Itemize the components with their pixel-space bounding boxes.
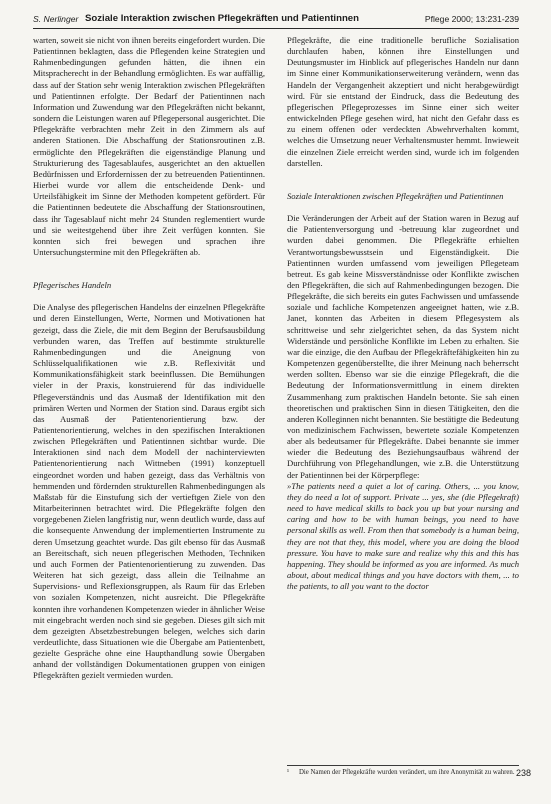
header-journal-citation: Pflege 2000; 13:231-239 <box>424 14 519 24</box>
footnote-number: ¹ <box>287 769 290 776</box>
footnote <box>287 765 519 777</box>
body-paragraph: Pflegekräfte, die eine traditionelle berufliche Sozialisation durchlaufen haben, können ihre Einstellungen und Deutungsmuster im Hinblick auf pflegerisches Handeln nur dann im Sinne einer Kommunikationserweiterung verändern, wenn das Handeln der Vergangenheit akzeptiert und nicht herabgewürdigt wird. Für sie entstand der Eindruck, dass die Bedeutung des pflegerischen Pflegeprozesses im Sinne einer sich weiter entwickelnden Pflege gesehen wird, hat nicht den Gefahr dass es zu einem offenen oder verdeckten Abwehrverhalten kommt, welches die Umsetzung neuer Verhaltensmuster hemmt. Inwieweit die einzelnen Ziele erreicht werden sind, wurde ich im folgenden darstellen. <box>287 35 519 168</box>
body-paragraph: warten, soweit sie nicht von ihnen bereits eingefordert wurden. Die Patientinnen beklagten, dass die Pflegenden keine Strategien und Rahmenbedingungen gefunden hätten, die ihnen ein Mitspracherecht in der Behandlung ermöglichten. Es war auffällig, dass auf der Station sehr wenig Interaktion zwischen Pflegekräften und Patientinnen erfolgte. Der Bedarf der Patientinnen nach Information und Zuwendung war den Pflegekräften nicht bekannt, sondern die Leistungen waren auf Pflegepersonal ausgerichtet. Die Pflegekräfte verbrachten mehr Zeit in den Zimmern als auf anderen Stationen. Die Abschaffung der Stationsroutinen z.B. ermöglichte den Pflegekräften die eigenständige Planung und Strukturierung des Tagesablaufes, ausgerichtet an den aktuellen Bedürfnissen und Erfordernissen der zu betreuenden Patientinnen. Hierbei wurde vor allem die entscheidende Denk- und Urteilsfähigkeit im Sinne der Methoden kompetent gefördert. Für die Patientinnen bedeutete die Abschaffung der Stationsroutinen, dass ihr Tagesablauf nicht mehr 24 Stunden reglementiert wurde und sie weitestgehend über ihre Zeit verfügen konnten. Sie konnten sich frei bewegen und sprachen ihre Untersuchungstermine mit den Pflegekräften ab. <box>33 35 265 257</box>
page-number: 238 <box>515 768 531 778</box>
header-article-title: Soziale Interaktion zwischen Pflegekräften und Patientinnen <box>85 13 360 24</box>
running-header <box>33 10 519 29</box>
right-text-column <box>287 35 519 592</box>
section-heading: Pflegerisches Handeln <box>33 280 112 291</box>
header-author: S. Nerlinger <box>33 14 79 24</box>
body-paragraph: Die Veränderungen der Arbeit auf der Station waren in Bezug auf die Patientenversorgung und -betreuung klar zugeordnet und wurden dabei genommen. Die Pflegekräfte erhielten Verantwortungsbewusstsein und Eigenständigkeit. Die Patientinnen wurden umfassend vom jeweiligen Pflegeteam betreut. Es gab keine Missverständnisse oder Konflikte zwischen den Pflegekräften, die sich auf Rahmenbedingungen bezogen. Die Pflegekräfte, die sich bereits ein gutes Fachwissen und umfassende soziale und fachliche Kompetenzen angeeignet hatten, wie z.B. Janet, konnten das Arbeiten in diesem Pflegesystem als schrittweise und sehr zielgerichtet sehen, da das System nicht Widerstände und persönliche Konflikte im Leben zu erhalten. Sie war die einzige, die den Aufbau der Pflegekräftefähigkeiten hin zu Kompetenzen gegenüberstellte, die ihrer Meinung nach beherrscht werden sollten. Ebenso war sie die einzige Pflegekraft, die die Bedeutung der Informationsvermittlung in einem direkten Zusammenhang zum praktischen Handeln betonte. Sie sah einen theoretischen und praktischen Sinn in diesen Tätigkeiten, den die anderen Kolleginnen nicht benannten. Sie bestätigte die Bedeutung von medizinischem Fachwissen, bewertete soziale Kompetenzen aber als bedeutsamer für Pflegekräfte. Dabei benannte sie immer wieder die Bedeutung des Beziehungsaufbaus während der Durchführung von Pflegehandlungen, wie z.B. die Unterstützung der Patientinnen bei der Körperpflege: <box>287 213 519 480</box>
left-text-column <box>33 35 265 682</box>
footnote-text: Die Namen der Pflegekräfte wurden verändert, um ihre Anonymität zu wahren. <box>299 769 515 776</box>
interview-quote: »The patients need a quiet a lot of caring. Others, ... you know, they do need a lot of support. Private ... yes, she (die Pflegekraft) need to have medical skills to back you up but your nursing and caring and how to be with human beings, you need to have personal skills as well. From then that somebody is a human being, they are not that they, this model, where you are doing the blood pressure. You have to make sure and realize why this and this has happening. They should be informed as you are informed. As much about, about medical things and you have doctors with them, ... to the patients, to all you want to the doctor <box>287 480 519 592</box>
body-paragraph: Die Analyse des pflegerischen Handelns der einzelnen Pflegekräfte und deren Einstellungen, Werte, Normen und Motivationen hat gezeigt, dass die Ziele, die mit dem Beginn der Berufsausbildung verbunden waren, das Treffen auf bestimmte strukturelle Rahmenbedingungen und die Aneignung von Schlüsselqualifikationen wie z.B. Reflexivität und Kommunikationsfähigkeit stark beeinflussen. Die Bemühungen vieler in der Praxis, konstruierend für das individuelle Pflegeverständnis und das Ausmaß der Identifikation mit den primären Werten und Normen der Station sind. Daraus ergibt sich das Ausmaß der Patientenorientierung bzw. der Patientenorientierung, welches in den spezifischen Interaktionen zwischen Pflegekräften und Patientinnen sichtbar wurde. Die Interaktionen sind nach dem Modell der nachinterviewten Patientenorientierung nach Wittneben (1991) konzeptuell eingeordnet worden und haben gezeigt, dass das Verhältnis von hemmenden und fördernden strukturellen Rahmenbedingungen als Maßstab für die Einstufung sich der vertieftgen Ziele von den Mitarbeiterinnen betrachtet wird. Die Pflegekräfte folgen den vorgegebenen Zielen langfristig nur, wenn deutlich wurde, dass auf die konsequente Anwendung der implementierten Instrumente zu deren Umsetzung geachtet wurde. Das gilt ebenso für das Ausmaß an Bereitschaft, sich neuen pflegerischen Methoden, Techniken und auch Formen der Patientenorientierung zu zuwenden. Das Weiteren hat sich gezeigt, dass allein die Teilnahme an Supervisions- und Reflexionsgruppen, als Raum für das Erleben von sozialen Kompetenzen, nicht ausreicht. Die Pflegekräfte konnten ihre vorhandenen Kompetenzen wieder in ähnlicher Weise mit eingebracht werden noch sind sie gegeben. Dieses gilt sich mit dem gezeigten Absetzbestrebungen belegen, welches sich darin verdeutlichte, dass Situationen wie die Übergabe am Patientenbett, gezielte Gespräche ohne eine Haupthandlung sowie Übergaben anhand der vollständigen Dokumentationen gruppen von einigen Pflegekräften gezielt vermieden wurden. <box>33 302 265 681</box>
section-heading: Soziale Interaktionen zwischen Pflegekräften und Patientinnen <box>287 190 504 201</box>
